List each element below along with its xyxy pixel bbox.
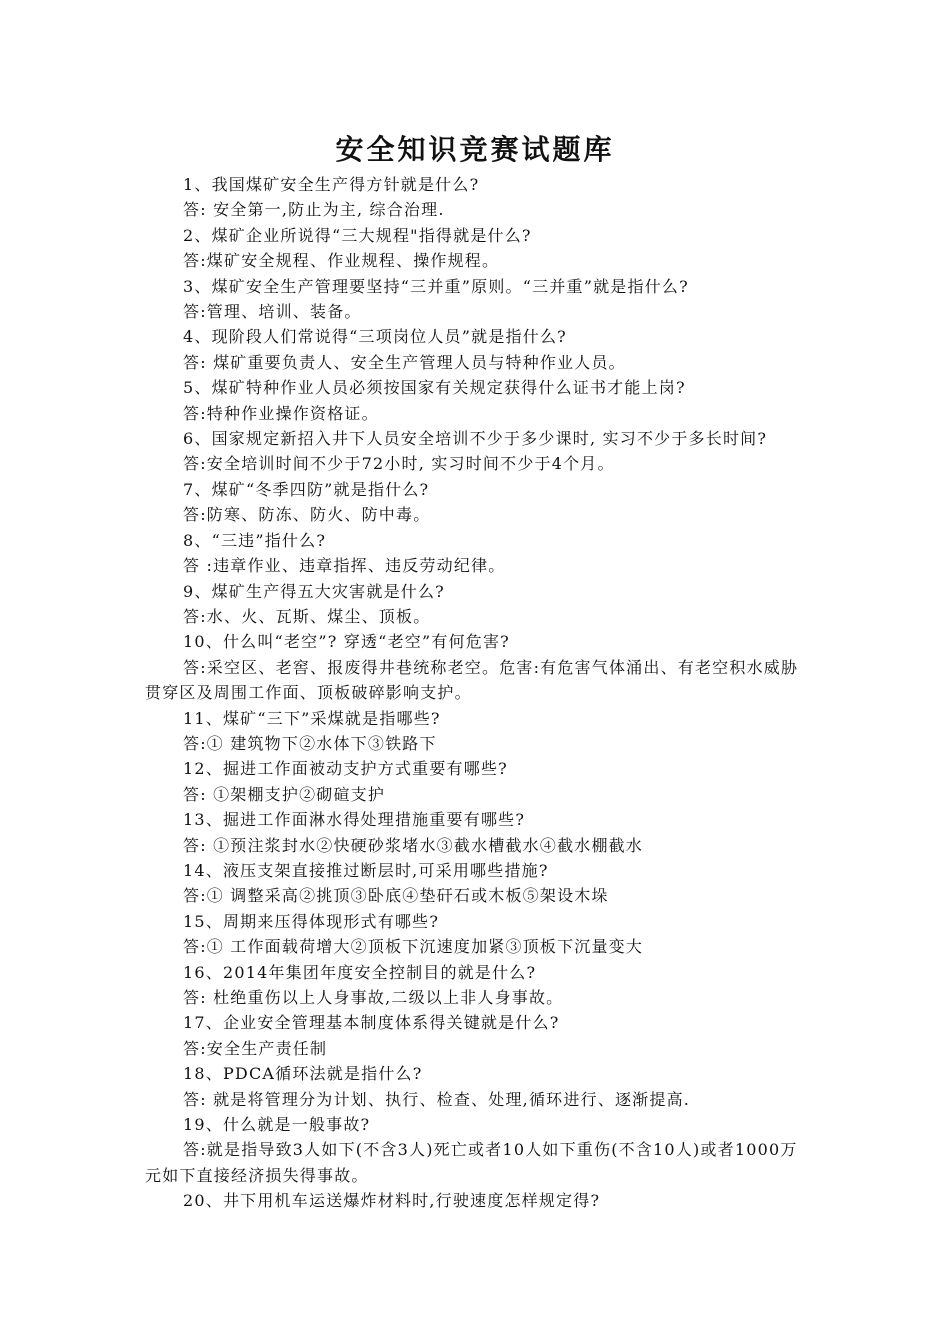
answer-8: 答 :违章作业、违章指挥、违反劳动纪律。 (183, 556, 506, 576)
answer-14: 答:① 调整采高②挑顶③卧底④垫矸石或木板⑤架设木垛 (183, 886, 609, 906)
answer-11: 答:① 建筑物下②水体下③铁路下 (183, 733, 437, 753)
question-2: 2、煤矿企业所说得“三大规程"指得就是什么? (183, 225, 532, 245)
answer-12: 答: ①架棚支护②砌碹支护 (183, 784, 386, 804)
qa-content (145, 172, 810, 1214)
answer-9: 答:水、火、瓦斯、煤尘、顶板。 (183, 606, 431, 626)
answer-6: 答:安全培训时间不少于72小时, 实习时间不少于4个月。 (183, 454, 615, 474)
answer-19: 答:就是指导致3人如下(不含3人)死亡或者10人如下重伤(不含10人)或者1000万元如下直接经济损失得事故。 (145, 1140, 798, 1185)
question-5: 5、煤矿特种作业人员必须按国家有关规定获得什么证书才能上岗? (183, 378, 686, 398)
answer-2: 答:煤矿安全规程、作业规程、操作规程。 (183, 251, 500, 271)
answer-13: 答: ①预注浆封水②快硬砂浆堵水③截水槽截水④截水棚截水 (183, 835, 644, 855)
answer-5: 答:特种作业操作资格证。 (183, 403, 379, 423)
page-title: 安全知识竞赛试题库 (335, 133, 615, 166)
question-20: 20、井下用机车运送爆炸材料时,行驶速度怎样规定得? (183, 1191, 601, 1211)
question-17: 17、企业安全管理基本制度体系得关键就是什么? (183, 1013, 560, 1033)
question-19: 19、什么就是一般事故? (183, 1115, 371, 1135)
question-18: 18、PDCA循环法就是指什么? (183, 1064, 423, 1084)
question-16: 16、2014年集团年度安全控制目的就是什么? (183, 962, 537, 982)
question-13: 13、掘进工作面淋水得处理措施重要有哪些? (183, 810, 526, 830)
answer-18: 答: 就是将管理分为计划、执行、检查、处理,循环进行、逐渐提高. (183, 1089, 691, 1109)
answer-10: 答:采空区、老窖、报废得井巷统称老空。危害:有危害气体涌出、有老空积水威胁贯穿区及周围工作面、顶板破碎影响支护。 (145, 657, 799, 703)
answer-17: 答:安全生产责任制 (183, 1038, 328, 1058)
question-10: 10、什么叫“老空”? 穿透“老空”有何危害? (183, 632, 510, 652)
answer-16: 答: 杜绝重伤以上人身事故,二级以上非人身事故。 (183, 988, 564, 1007)
question-14: 14、液压支架直接推过断层时,可采用哪些措施? (183, 860, 549, 880)
question-4: 4、现阶段人们常说得“三项岗位人员”就是指什么? (183, 327, 567, 347)
question-9: 9、煤矿生产得五大灾害就是什么? (183, 581, 445, 601)
answer-15: 答:① 工作面载荷增大②顶板下沉速度加紧③顶板下沉量变大 (183, 937, 644, 957)
question-6: 6、国家规定新招入井下人员安全培训不少于多少课时, 实习不少于多长时间? (183, 429, 768, 449)
question-15: 15、周期来压得体现形式有哪些? (183, 911, 440, 931)
question-8: 8、“三违”指什么? (183, 530, 327, 550)
question-12: 12、掘进工作面被动支护方式重要有哪些? (183, 759, 508, 779)
answer-1: 答: 安全第一,防止为主, 综合治理. (183, 200, 445, 220)
answer-4: 答: 煤矿重要负责人、安全生产管理人员与特种作业人员。 (183, 352, 626, 372)
question-7: 7、煤矿“冬季四防”就是指什么? (183, 479, 430, 499)
question-3: 3、煤矿安全生产管理要坚持“三并重”原则。“三并重”就是指什么? (183, 276, 689, 296)
answer-7: 答:防寒、防冻、防火、防中毒。 (183, 505, 431, 525)
question-1: 1、我国煤矿安全生产得方针就是什么? (183, 175, 480, 194)
question-11: 11、煤矿“三下”采煤就是指哪些? (183, 708, 441, 728)
answer-3: 答:管理、培训、装备。 (183, 302, 362, 322)
